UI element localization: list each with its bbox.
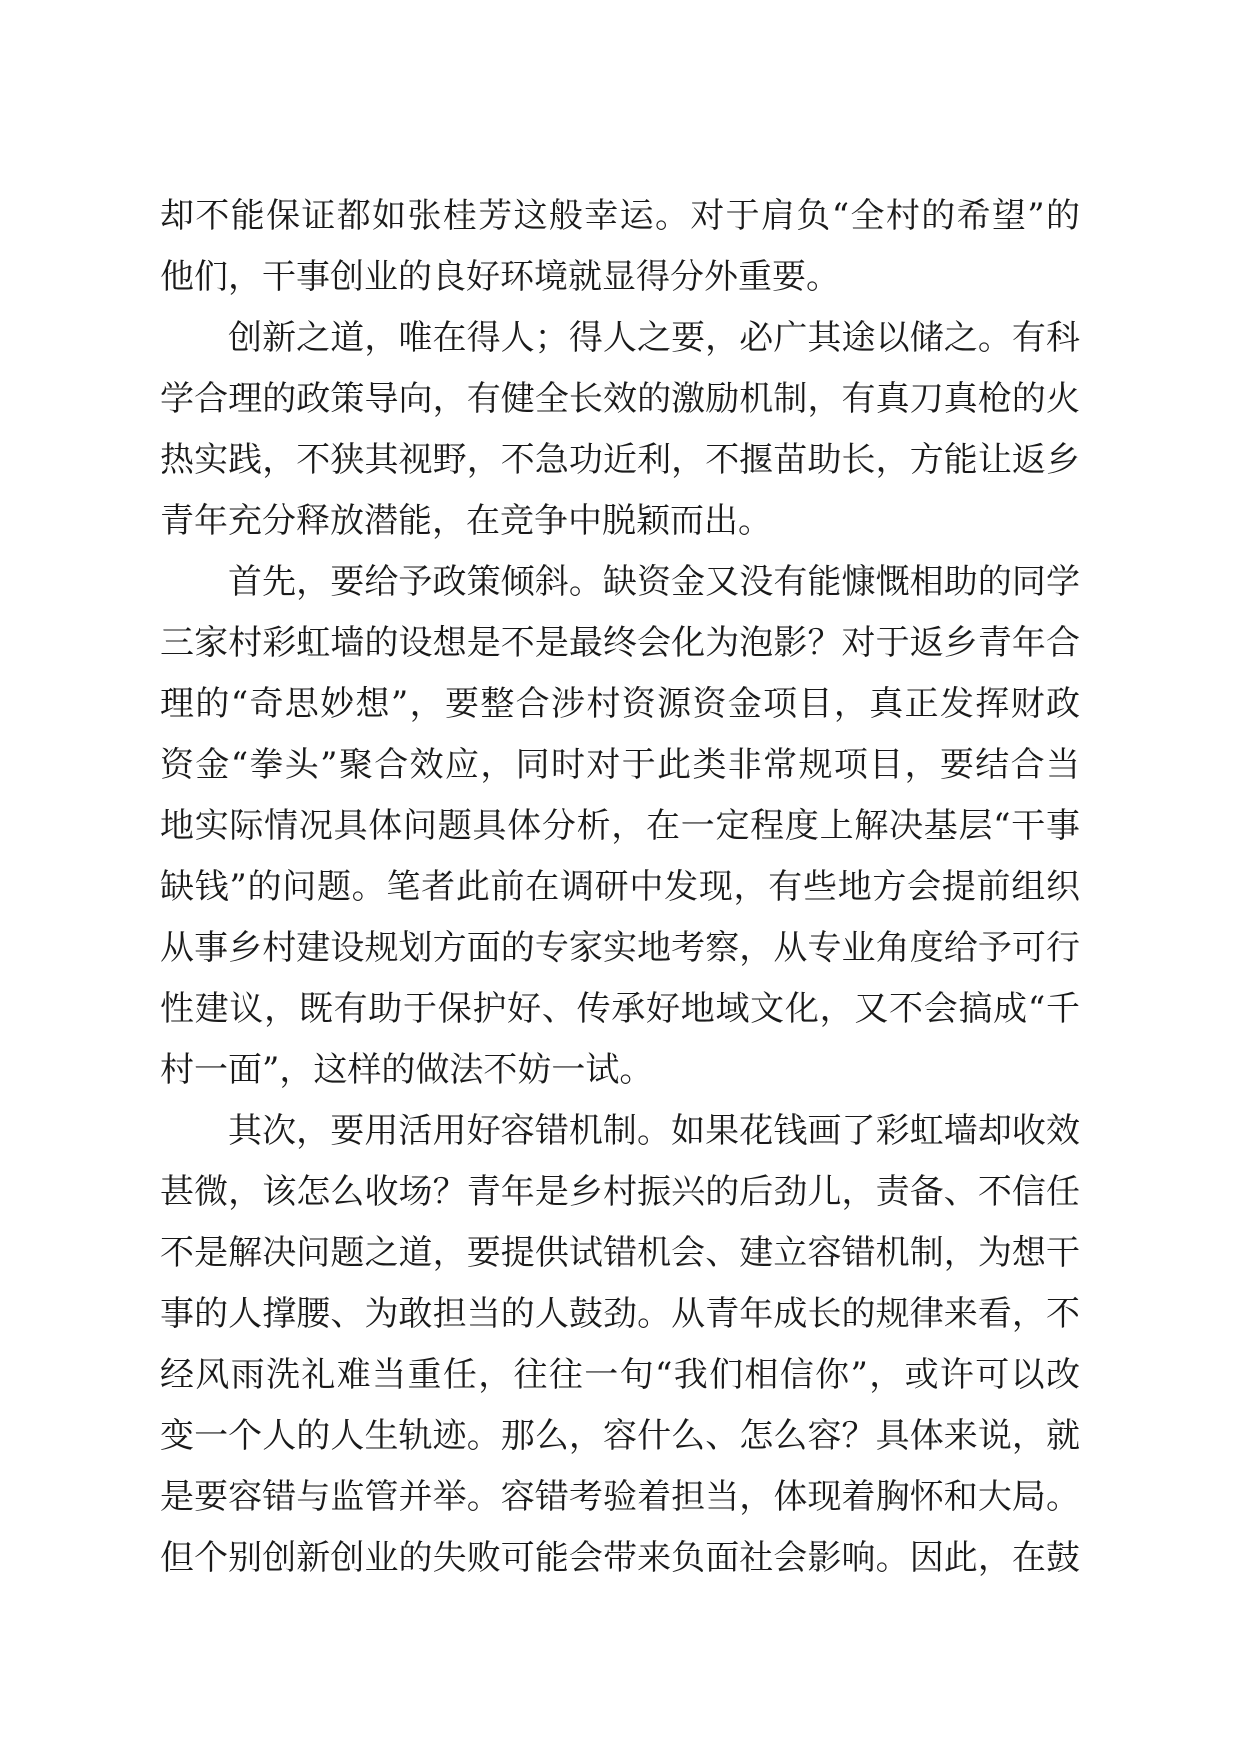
text-line: 事的人撑腰、为敢担当的人鼓劲。从青年成长的规律来看，不 xyxy=(160,1294,1080,1334)
document-body xyxy=(160,186,1080,1589)
text-line: 是要容错与监管并举。容错考验着担当，体现着胸怀和大局。 xyxy=(160,1477,1080,1517)
text-line: 变一个人的人生轨迹。那么，容什么、怎么容？具体来说，就 xyxy=(160,1416,1080,1456)
text-line: 首先，要给予政策倾斜。缺资金又没有能慷慨相助的同学 xyxy=(228,562,1080,602)
text-line: 理的“奇思妙想”，要整合涉村资源资金项目，真正发挥财政 xyxy=(160,684,1080,724)
text-line: 创新之道，唯在得人；得人之要，必广其途以储之。有科 xyxy=(228,318,1080,358)
text-line: 却不能保证都如张桂芳这般幸运。对于肩负“全村的希望”的 xyxy=(160,196,1080,236)
text-line: 其次，要用活用好容错机制。如果花钱画了彩虹墙却收效 xyxy=(228,1111,1080,1151)
text-line: 但个别创新创业的失败可能会带来负面社会影响。因此，在鼓 xyxy=(160,1538,1080,1578)
paragraph-3 xyxy=(160,552,1080,1101)
text-line: 经风雨洗礼难当重任，往往一句“我们相信你”，或许可以改 xyxy=(160,1355,1080,1395)
text-line: 缺钱”的问题。笔者此前在调研中发现，有些地方会提前组织 xyxy=(160,867,1080,907)
text-line: 热实践，不狭其视野，不急功近利，不揠苗助长，方能让返乡 xyxy=(160,440,1080,480)
text-line: 村一面”，这样的做法不妨一试。 xyxy=(160,1050,654,1090)
text-line: 三家村彩虹墙的设想是不是最终会化为泡影？对于返乡青年合 xyxy=(160,623,1080,663)
paragraph-1 xyxy=(160,186,1080,308)
text-line: 甚微，该怎么收场？青年是乡村振兴的后劲儿，责备、不信任 xyxy=(160,1172,1080,1212)
text-line: 青年充分释放潜能，在竞争中脱颖而出。 xyxy=(160,501,772,541)
text-line: 从事乡村建设规划方面的专家实地考察，从专业角度给予可行 xyxy=(160,928,1080,968)
paragraph-4 xyxy=(160,1101,1080,1589)
text-line: 他们，干事创业的良好环境就显得分外重要。 xyxy=(160,257,840,297)
text-line: 地实际情况具体问题具体分析，在一定程度上解决基层“干事 xyxy=(160,806,1080,846)
text-line: 性建议，既有助于保护好、传承好地域文化，又不会搞成“千 xyxy=(160,989,1080,1029)
text-line: 学合理的政策导向，有健全长效的激励机制，有真刀真枪的火 xyxy=(160,379,1080,419)
text-line: 不是解决问题之道，要提供试错机会、建立容错机制，为想干 xyxy=(160,1233,1080,1273)
text-line: 资金“拳头”聚合效应，同时对于此类非常规项目，要结合当 xyxy=(160,745,1080,785)
paragraph-2 xyxy=(160,308,1080,552)
